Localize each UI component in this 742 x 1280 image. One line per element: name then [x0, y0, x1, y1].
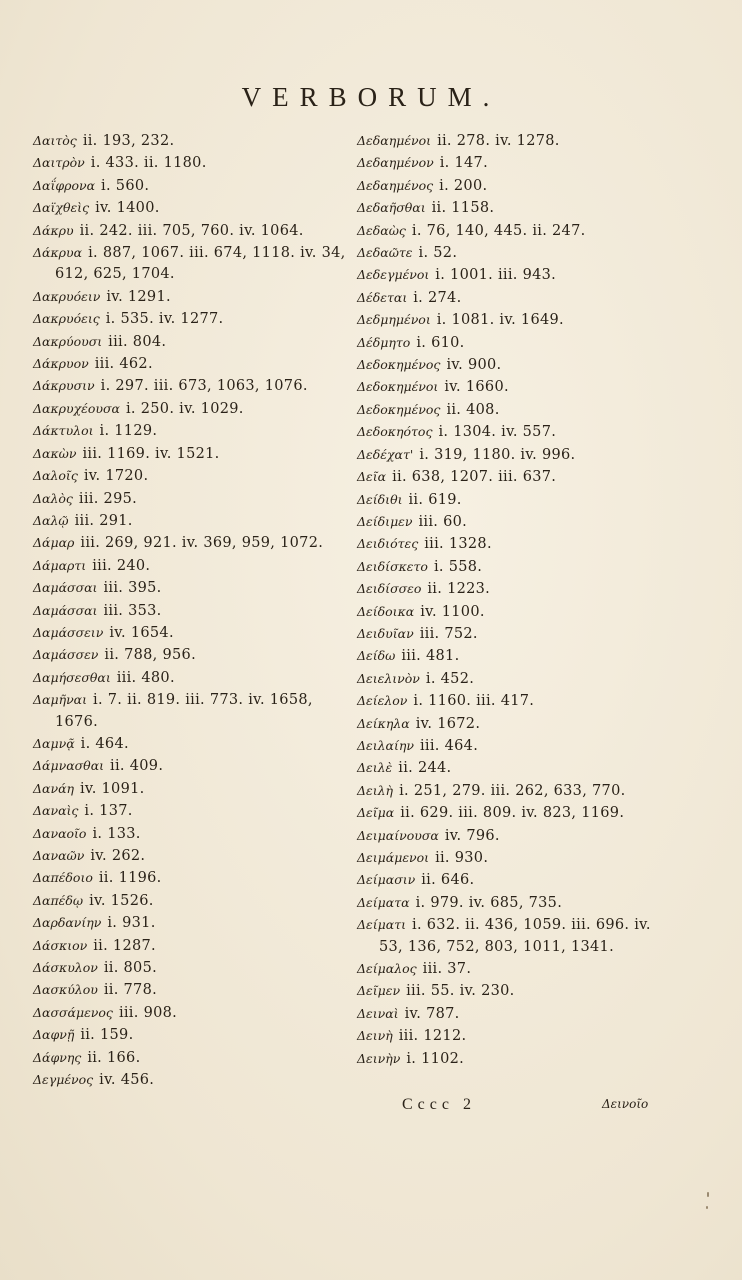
line-references: iii. 804. [108, 333, 167, 350]
line-references: iv. 1660. [444, 379, 509, 396]
line-references: iv. 1291. [106, 288, 171, 305]
line-references: ii. 805. [103, 960, 158, 977]
headword: Δανάη [33, 780, 74, 796]
line-references: ii. 1223. [427, 581, 491, 598]
headword: Δαλῷ [33, 512, 69, 528]
line-references: i. 1160. iii. 417. [413, 693, 535, 710]
headword: Δειδυῖαν [357, 625, 414, 641]
index-entry [33, 600, 343, 622]
line-references: iii. 1328. [424, 536, 492, 553]
line-references: iii. 60. [418, 513, 468, 530]
headword: Δεδαημένοι [357, 133, 432, 148]
index-entry [33, 979, 343, 1001]
headword: Δείδοικα [357, 603, 415, 619]
catchword: Δεινοῖο [602, 1097, 649, 1111]
index-entry [33, 733, 343, 755]
index-entry [33, 130, 343, 152]
index-entry [33, 800, 343, 822]
headword: Δείματι [357, 917, 407, 933]
headword: Δειδίσκετο [357, 558, 428, 574]
line-references: iii. 462. [94, 356, 153, 373]
headword: Δεινὴν [357, 1050, 401, 1066]
line-references: iv. 1526. [89, 892, 154, 909]
line-references: ii. 1158. [431, 200, 495, 217]
index-entry [33, 398, 343, 420]
headword: Δεδαημένος [357, 177, 434, 193]
headword: Δασκύλου [33, 982, 98, 998]
headword: Δασσάμενος [33, 1004, 113, 1020]
index-entry [33, 152, 343, 174]
headword: Δαλοῖς [33, 468, 78, 484]
headword: Δεδαημένον [357, 155, 434, 171]
headword: Δαρδανίην [33, 915, 102, 931]
index-entry [357, 892, 657, 914]
headword: Δάκτυλοι [33, 423, 94, 439]
headword: Δάκρυ [33, 222, 74, 238]
line-references: ii. 1287. [93, 937, 156, 954]
headword: Δάσκυλον [33, 960, 98, 976]
line-references: iii. 55. iv. 230. [406, 983, 515, 1000]
index-entry [357, 399, 657, 421]
headword: Δαμήσεσθαι [33, 669, 111, 685]
headword: Δαλὸς [33, 490, 73, 506]
headword: Δείκηλα [357, 715, 410, 731]
index-entry [33, 845, 343, 867]
headword: Δαιτὸς [33, 133, 77, 148]
line-references: ii. 278. iv. 1278. [437, 133, 560, 149]
line-references: i. 1129. [99, 423, 158, 440]
index-entry [33, 555, 343, 577]
line-references: iii. 269, 921. iv. 369, 959, 1072. [80, 535, 324, 552]
line-references: i. 76, 140, 445. ii. 247. [411, 222, 586, 239]
headword: Δεδοκηότος [357, 424, 433, 440]
index-entry [357, 780, 677, 802]
headword: Δειλαίην [357, 737, 414, 753]
index-entry [357, 489, 657, 511]
line-references: iii. 908. [118, 1004, 178, 1021]
headword: Δεῖα [357, 469, 387, 485]
index-entry [33, 778, 343, 800]
line-references: i. 610. [416, 334, 465, 351]
line-references: i. 433. ii. 1180. [90, 155, 207, 172]
line-references: i. 1081. iv. 1649. [436, 312, 564, 329]
line-references: iii. 37. [422, 961, 472, 978]
headword: Δειελινὸν [357, 670, 420, 686]
index-entry [33, 867, 343, 889]
line-references: ii. 778. [103, 982, 158, 999]
headword: Δειλὴ [357, 782, 394, 798]
line-references: i. 200. [439, 177, 488, 194]
headword: Δαναῶν [33, 848, 85, 863]
line-references: i. 274. [413, 289, 462, 306]
headword: Δειλὲ [357, 760, 393, 776]
paper-speck [706, 1206, 708, 1209]
line-references: iii. 353. [103, 602, 162, 619]
headword: Δαμνᾷ [33, 735, 75, 751]
headword: Δάμαρ [33, 535, 75, 551]
headword: Δειδιότες [357, 536, 419, 552]
line-references: iii. 480. [116, 669, 175, 686]
index-entry [357, 914, 677, 958]
headword: Δείματα [357, 894, 410, 910]
headword: Δεδμημένοι [357, 312, 431, 328]
line-references: i. 931. [107, 915, 156, 932]
headword: Δαμάσσαι [33, 580, 98, 596]
headword: Δάσκιον [33, 937, 88, 953]
index-entry [33, 1069, 343, 1091]
index-entry [357, 309, 657, 331]
headword: Δείδιμεν [357, 513, 413, 529]
line-references: ii. 1196. [98, 870, 162, 887]
index-entry [357, 958, 657, 980]
headword: Δεινὴ [357, 1028, 393, 1044]
index-entry [357, 623, 657, 645]
line-references: iv. 796. [444, 827, 500, 844]
line-references: iv. 1672. [415, 715, 481, 732]
line-references: iv. 1091. [80, 780, 145, 797]
line-references: i. 1304. iv. 557. [438, 424, 557, 441]
line-references: i. 1001. iii. 943. [435, 267, 557, 284]
line-references: iii. 1212. [398, 1028, 467, 1045]
headword: Δεδέχατ' [357, 446, 414, 462]
line-references: ii. 242. iii. 705, 760. iv. 1064. [79, 222, 304, 239]
line-references: i. 464. [80, 735, 129, 752]
headword: Δαναὶς [33, 803, 79, 819]
headword: Δεδαῶτε [357, 245, 413, 261]
index-column-left [33, 130, 346, 1091]
headword: Δείδιθι [357, 491, 403, 507]
index-entry [33, 890, 343, 912]
line-references: iv. 900. [446, 357, 502, 374]
headword: Δεδεγμένοι [357, 267, 430, 283]
index-entry [33, 488, 343, 510]
headword: Δάμαρτι [33, 557, 87, 573]
index-entry [357, 578, 657, 600]
index-entry [357, 757, 657, 779]
line-references: i. 979. iv. 685, 735. [415, 894, 563, 911]
headword: Δαμάσσειν [33, 624, 104, 640]
headword: Δακρυχέουσα [33, 400, 120, 416]
headword: Δαπέδῳ [33, 892, 84, 908]
line-references: ii. 244. [398, 760, 452, 777]
index-entry [33, 957, 343, 979]
index-entry [357, 980, 657, 1002]
index-entry [33, 220, 353, 242]
line-references: ii. 166. [87, 1049, 141, 1066]
line-references: i. 297. iii. 673, 1063, 1076. [100, 378, 308, 395]
headword: Δάκρυσιν [33, 378, 95, 394]
index-entry [357, 802, 677, 824]
line-references: iv. 262. [90, 848, 146, 864]
line-references: ii. 629. iii. 809. iv. 823, 1169. [400, 805, 625, 822]
index-entry [33, 1047, 343, 1069]
index-entry [357, 264, 657, 286]
index-entry [33, 644, 343, 666]
headword: Δειναὶ [357, 1005, 399, 1021]
signature-mark: Cccc 2 [402, 1096, 476, 1113]
line-references: i. 7. ii. 819. iii. 773. iv. 1658, 1676. [55, 692, 313, 730]
line-references: iii. 464. [420, 737, 479, 754]
headword: Δείδω [357, 648, 396, 664]
line-references: iv. 1400. [95, 200, 160, 217]
line-references: ii. 159. [80, 1027, 134, 1044]
index-entry [33, 1024, 343, 1046]
line-references: i. 137. [84, 803, 133, 820]
headword: Δαναοῖο [33, 825, 87, 841]
headword: Δάκρυον [33, 356, 89, 372]
line-references: i. 560. [101, 177, 150, 194]
index-entry [357, 713, 657, 735]
headword: Δεδαῆσθαι [357, 200, 426, 216]
index-entry [33, 912, 343, 934]
line-references: ii. 193, 232. [82, 133, 175, 149]
index-entry [357, 668, 657, 690]
index-entry [33, 353, 343, 375]
index-entry [33, 755, 343, 777]
line-references: iii. 240. [92, 557, 151, 574]
headword: Δακρυόεις [33, 311, 100, 327]
line-references: iv. 1654. [109, 624, 174, 641]
headword: Δείμαλος [357, 961, 417, 977]
line-references: i. 52. [418, 245, 458, 262]
index-entry [33, 375, 353, 397]
headword: Δεῖμα [357, 805, 395, 821]
headword: Δαφνῇ [33, 1027, 75, 1043]
line-references: ii. 930. [435, 850, 489, 866]
headword: Δεδαὼς [357, 222, 406, 238]
headword: Δαμῆναι [33, 692, 88, 708]
index-entry [357, 444, 657, 466]
line-references: i. 558. [433, 558, 483, 575]
headword: Δαϊχθεὶς [33, 200, 90, 216]
line-references: i. 319, 1180. iv. 996. [419, 446, 576, 463]
line-references: i. 1102. [406, 1050, 465, 1067]
line-references: i. 147. [439, 155, 488, 172]
line-references: ii. 619. [408, 491, 462, 508]
headword: Δάφνης [33, 1049, 82, 1065]
index-entry [357, 825, 657, 847]
index-entry [33, 308, 343, 330]
index-entry [33, 465, 343, 487]
headword: Δαΐφρονα [33, 177, 96, 193]
index-entry [357, 466, 657, 488]
index-entry [357, 1025, 657, 1047]
headword: Δαπέδοιο [33, 870, 93, 886]
headword: Δάκρυα [33, 245, 83, 261]
index-entry [33, 823, 343, 845]
line-references: iv. 1100. [420, 603, 485, 620]
headword: Δακρύουσι [33, 333, 103, 349]
index-entry [357, 242, 657, 264]
index-entry [357, 1048, 657, 1070]
line-references: ii. 788, 956. [104, 647, 196, 664]
headword: Δεδοκημένος [357, 357, 441, 373]
index-entry [33, 577, 343, 599]
headword: Δέδεται [357, 289, 408, 305]
index-entry [357, 130, 657, 152]
index-entry [357, 735, 657, 757]
index-entry [357, 421, 657, 443]
headword: Δακὼν [33, 445, 77, 461]
index-column-right [357, 130, 657, 1070]
line-references: iii. 395. [103, 580, 162, 597]
index-entry [357, 376, 657, 398]
line-references: i. 250. iv. 1029. [126, 400, 244, 417]
headword: Δεῖμεν [357, 983, 401, 999]
line-references: iv. 1720. [83, 468, 149, 485]
index-entry [357, 1003, 657, 1025]
index-entry [357, 197, 657, 219]
line-references: i. 535. iv. 1277. [105, 311, 224, 328]
index-entry [33, 935, 343, 957]
line-references: iii. 1169. iv. 1521. [82, 445, 220, 462]
index-entry [33, 420, 343, 442]
line-references: iii. 752. [419, 625, 478, 642]
index-entry [33, 242, 353, 286]
line-references: ii. 638, 1207. iii. 637. [392, 469, 557, 486]
index-entry [357, 220, 657, 242]
index-entry [33, 175, 343, 197]
headword: Δειμαίνουσα [357, 827, 439, 843]
index-entry [33, 443, 343, 465]
headword: Δεδοκημένοι [357, 379, 439, 395]
index-entry [357, 175, 657, 197]
headword: Δείμασιν [357, 872, 416, 888]
index-entry [357, 152, 657, 174]
index-entry [357, 556, 657, 578]
headword: Δακρυόειν [33, 288, 101, 304]
headword: Δάμνασθαι [33, 758, 105, 774]
index-entry [357, 869, 657, 891]
index-entry [33, 510, 343, 532]
index-entry [357, 332, 657, 354]
headword: Δείελον [357, 693, 408, 709]
line-references: iii. 481. [401, 648, 460, 665]
headword: Δαμάσσεν [33, 647, 99, 663]
line-references: ii. 646. [421, 872, 475, 889]
index-entry [33, 331, 343, 353]
index-entry [33, 197, 343, 219]
index-entry [33, 1002, 343, 1024]
index-entry [357, 511, 657, 533]
index-entry [357, 354, 657, 376]
line-references: i. 887, 1067. iii. 674, 1118. iv. 34, 612, 625, 1704. [55, 245, 346, 283]
line-references: ii. 409. [110, 758, 164, 775]
index-entry [33, 622, 343, 644]
index-entry [357, 645, 657, 667]
line-references: ii. 408. [446, 401, 500, 418]
line-references: iv. 456. [99, 1072, 155, 1089]
line-references: iv. 787. [404, 1005, 460, 1022]
index-entry [357, 847, 657, 869]
line-references: iii. 295. [78, 490, 138, 507]
line-references: i. 133. [92, 825, 141, 842]
index-entry [357, 601, 657, 623]
index-entry [33, 532, 353, 554]
headword: Δεδοκημένος [357, 401, 441, 417]
headword: Δέδμητο [357, 334, 411, 350]
index-entry [357, 533, 657, 555]
index-entry [33, 286, 343, 308]
line-references: i. 452. [425, 670, 475, 687]
index-entry [33, 689, 353, 733]
line-references: i. 632. ii. 436, 1059. iii. 696. iv. 53, 136, 752, 803, 1011, 1341. [379, 917, 651, 955]
headword: Δεγμένος [33, 1072, 94, 1088]
headword: Δαμάσσαι [33, 602, 98, 618]
headword: Δειδίσσεο [357, 581, 422, 597]
line-references: i. 251, 279. iii. 262, 633, 770. [399, 782, 626, 799]
page-title: VERBORUM. [241, 82, 501, 112]
headword: Δειμάμενοι [357, 850, 430, 865]
headword: Δαιτρὸν [33, 155, 85, 171]
line-references: iii. 291. [74, 512, 133, 529]
index-entry [357, 690, 657, 712]
index-entry [357, 287, 657, 309]
index-entry [33, 667, 343, 689]
paper-speck [707, 1192, 709, 1197]
